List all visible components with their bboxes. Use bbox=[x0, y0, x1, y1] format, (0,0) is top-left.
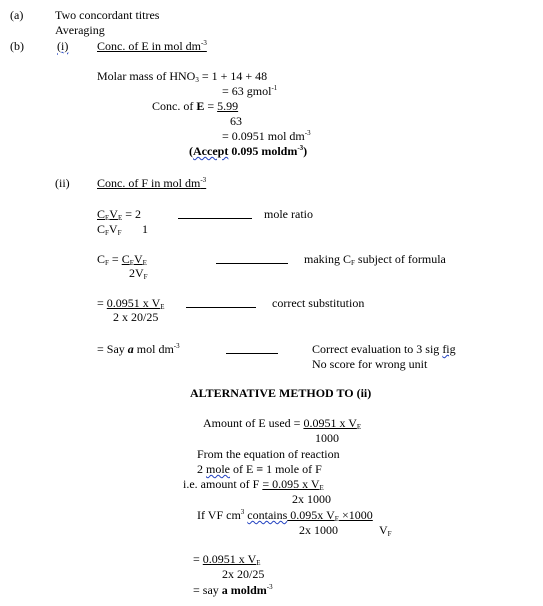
heading-text: Conc. of E in mol dm bbox=[97, 39, 201, 53]
step1-blank-line bbox=[178, 218, 252, 219]
alt-heading: ALTERNATIVE METHOD TO (ii) bbox=[190, 386, 372, 400]
conc-eq: = bbox=[204, 99, 218, 113]
alt-if-pre: If VF cm bbox=[197, 508, 241, 522]
alt-if-den-right bbox=[379, 523, 392, 539]
step1-note: mole ratio bbox=[264, 207, 313, 221]
part-a-line2: Averaging bbox=[55, 23, 105, 37]
alt-ie-pre: i.e. amount of F bbox=[183, 477, 263, 491]
alt-if-line bbox=[197, 508, 373, 524]
alt-final-line bbox=[193, 552, 261, 568]
alt-amount-prefix: Amount of E used = bbox=[203, 416, 304, 430]
alt-final-say-sup: -3 bbox=[266, 583, 273, 591]
part-b-i-label-text: (i) bbox=[57, 39, 69, 53]
s1-den-c: C bbox=[97, 222, 106, 236]
alt-ratio-line bbox=[197, 462, 322, 476]
alt-final-say bbox=[193, 583, 273, 599]
s2-num-c-sub: E bbox=[129, 259, 134, 267]
molar-mass-expr: = 1 + 14 + 48 bbox=[198, 69, 268, 83]
alt-if-den-right-text: V bbox=[379, 523, 388, 537]
part-a-line1-text: Two concordant titres bbox=[55, 8, 160, 22]
s4-note1-pre: Correct evaluation to 3 sig bbox=[312, 342, 443, 356]
alt-final-eq: = bbox=[193, 552, 203, 566]
step2-note bbox=[304, 252, 446, 268]
s2-num-c: C bbox=[121, 252, 130, 266]
alt-ratio-mole: mole bbox=[206, 462, 230, 476]
s2-num-v-sub: E bbox=[142, 259, 147, 267]
step1-denominator bbox=[97, 222, 122, 238]
s1-den-rhs: 1 bbox=[142, 222, 148, 236]
s4-sup: -3 bbox=[173, 342, 180, 350]
molar-mass-result bbox=[222, 84, 277, 100]
alt-ie-num-sub: E bbox=[319, 484, 324, 492]
s2-den: 2V bbox=[129, 266, 144, 280]
part-a-label: (a) bbox=[10, 8, 24, 22]
alt-amount-num-sub: E bbox=[356, 423, 362, 431]
s1-den-c-sub: F bbox=[105, 229, 109, 237]
part-b-label: (b) bbox=[10, 39, 24, 53]
heading-ii-sup: -3 bbox=[200, 176, 207, 184]
step4-blank-line bbox=[226, 353, 278, 354]
alt-ie-num: = 0.095 x V bbox=[262, 477, 320, 491]
alt-final-say-post: moldm bbox=[227, 583, 267, 597]
molar-mass-result-text: = 63 gmol bbox=[222, 84, 272, 98]
conc-e-line bbox=[152, 99, 238, 113]
s1-num-c: C bbox=[97, 207, 106, 221]
s2-lhs-c-sub: F bbox=[105, 259, 109, 267]
part-b-ii-heading bbox=[97, 176, 206, 192]
alt-if-den-left: 2x 1000 bbox=[299, 523, 338, 537]
molar-mass-prefix: Molar mass of HNO bbox=[97, 69, 196, 83]
alt-if-num-sub: E bbox=[334, 515, 340, 523]
s2-num-v: V bbox=[134, 252, 143, 266]
alt-if-num: 0.095x V bbox=[287, 508, 335, 522]
alt-final-num: 0.0951 x V bbox=[202, 552, 257, 566]
accept-open: ( bbox=[189, 144, 193, 158]
alt-ratio-pre: 2 bbox=[197, 462, 206, 476]
part-b-ii-label: (ii) bbox=[55, 176, 70, 190]
step4-note1 bbox=[312, 342, 456, 356]
alt-if-sup: 3 bbox=[240, 508, 245, 516]
s3-num: 0.0951 x V bbox=[106, 296, 161, 310]
alt-final-say-var: a bbox=[221, 583, 228, 597]
s4-pre: = Say bbox=[97, 342, 128, 356]
alt-final-num-sub: E bbox=[256, 559, 261, 567]
s1-num-v: V bbox=[109, 207, 118, 221]
heading-sup: -3 bbox=[201, 39, 207, 47]
alt-amount-line bbox=[203, 416, 361, 432]
conc-prefix: Conc. of bbox=[152, 99, 197, 113]
alt-if-den-right-sub: F bbox=[387, 530, 392, 538]
s4-var: a bbox=[127, 342, 134, 356]
molar-mass-line bbox=[97, 69, 267, 85]
alt-from-line: From the equation of reaction bbox=[197, 447, 340, 461]
s2-note-sub: F bbox=[351, 259, 355, 267]
alt-ie-den: 2x 1000 bbox=[292, 492, 331, 506]
accept-sup: -3 bbox=[297, 144, 304, 152]
conc-numerator: 5.99 bbox=[217, 99, 239, 113]
part-b-i-heading bbox=[97, 39, 207, 55]
s1-eq: = 2 bbox=[122, 207, 142, 221]
step4-line bbox=[97, 342, 180, 358]
molar-mass-result-sup: -1 bbox=[271, 84, 278, 92]
step2-denominator bbox=[129, 266, 148, 282]
alt-if-contains: contains bbox=[247, 508, 288, 522]
s3-num-sub: E bbox=[160, 303, 165, 311]
s2-note: making C bbox=[304, 252, 351, 266]
s1-den-v: V bbox=[108, 222, 118, 236]
step1-numerator bbox=[97, 207, 141, 223]
s1-den-v-sub: F bbox=[117, 229, 122, 237]
step4-note2: No score for wrong unit bbox=[312, 357, 428, 371]
part-b-i-label bbox=[57, 39, 68, 53]
accept-rest: 0.095 moldm bbox=[228, 144, 298, 158]
s2-eq: = bbox=[108, 252, 122, 266]
alt-amount-den: 1000 bbox=[315, 431, 339, 445]
step3-denominator: 2 x 20/25 bbox=[113, 310, 159, 324]
alt-ratio-post: of E ≡ 1 mole of F bbox=[230, 462, 322, 476]
step2-blank-line bbox=[216, 263, 288, 264]
alt-if-times: ×1000 bbox=[339, 508, 373, 522]
step3-note: correct substitution bbox=[272, 296, 365, 310]
part-a-line1 bbox=[55, 8, 159, 22]
s2-note-rest: subject of formula bbox=[354, 252, 446, 266]
alt-final-den: 2x 20/25 bbox=[222, 567, 265, 581]
alt-amount-num: 0.0951 x V bbox=[303, 416, 357, 430]
s4-post: mol dm bbox=[133, 342, 174, 356]
conc-result bbox=[222, 129, 311, 145]
alt-final-say-pre: = say bbox=[193, 583, 222, 597]
alt-ie-line bbox=[183, 477, 324, 493]
heading-ii-text: Conc. of F in mol dm bbox=[97, 176, 201, 190]
s3-eq: = bbox=[97, 296, 107, 310]
conc-result-text: = 0.0951 mol dm bbox=[222, 129, 305, 143]
s2-den-sub: F bbox=[143, 273, 148, 281]
conc-denominator: 63 bbox=[230, 114, 242, 128]
s4-note1-fig: fig bbox=[442, 342, 456, 356]
conc-result-sup: -3 bbox=[304, 129, 311, 137]
accept-note bbox=[189, 144, 307, 160]
accept-word: Accept bbox=[193, 144, 229, 158]
conc-e: E bbox=[196, 99, 205, 113]
s1-num-c-sub: E bbox=[105, 214, 110, 222]
s2-lhs-c: C bbox=[97, 252, 106, 266]
molar-mass-sub: 3 bbox=[195, 76, 199, 84]
step3-blank-line bbox=[186, 307, 256, 308]
accept-close: ) bbox=[303, 144, 308, 158]
s1-num-v-sub: E bbox=[117, 214, 123, 222]
